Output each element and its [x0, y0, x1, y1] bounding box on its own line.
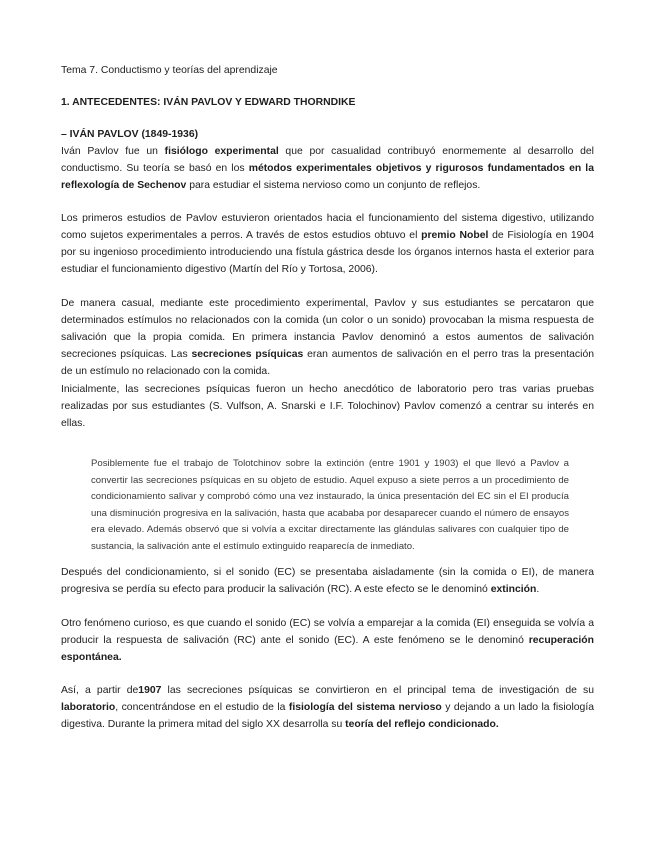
paragraph-digestive-studies: Los primeros estudios de Pavlov estuvieron orientados hacia el funcionamiento del sistema digestivo, utilizando como sujetos experimentales a perros. A través de estos estudios obtuvo el premio Nobel de Fisiología en 1904 por su ingenioso procedimiento introduciendo una fístula gástrica desde los órganos internos hasta el exterior para estudiar el funcionamiento digestivo (Martín del Río y Tortosa, 2006).: [61, 213, 594, 275]
paragraph-extinction: Después del condicionamiento, si el sonido (EC) se presentaba aisladamente (sin la comida o EI), de manera progresiva se perdía su efecto para producir la salivación (RC). A este efecto se le denominó extinción.: [61, 567, 594, 595]
paragraph-conditioned-reflex: Así, a partir de1907 las secreciones psíquicas se convirtieron en el principal tema de investigación de su laboratorio, concentrándose en el estudio de la fisiología del sistema nervioso y dejando a un lado la fisiología digestiva. Durante la primera mitad del siglo XX desarrolla su teoría del reflejo condicionado.: [61, 685, 594, 730]
block-quote: Posiblemente fue el trabajo de Tolotchinov sobre la extinción (entre 1901 y 1903) el que llevó a Pavlov a convertir las secreciones psíquicas en su objeto de estudio. Aquel expuso a siete perros a un procedimiento de condicionamiento salivar y comprobó cómo una vez instaurado, la única presentación del EC sin el EI producía una disminución progresiva en la salivación, hasta que acababa por desaparecer cuando el número de ensayos era elevado. Además observó que si volvía a excitar directamente las glándulas salivares con cualquier tipo de sustancia, la salivación ante el estímulo extinguido reaparecía de inmediato.: [91, 458, 569, 552]
paragraph-pavlov-intro: Iván Pavlov fue un fisiólogo experimental que por casualidad contribuyó enormemente al desarrollo del conductismo. Su teoría se basó en los métodos experimentales objetivos y rigurosos fundamentados en la reflexología de Sechenov para estudiar el sistema nervioso como un conjunto de reflejos.: [61, 146, 594, 191]
paragraph-spontaneous-recovery: Otro fenómeno curioso, es que cuando el sonido (EC) se volvía a emparejar a la comida (EI) enseguida se volvía a producir la respuesta de salivación (RC) ante el sonido (EC). A este fenómeno se le denominó recuperación espontánea.: [61, 618, 594, 663]
section-heading: 1. ANTECEDENTES: IVÁN PAVLOV Y EDWARD THORNDIKE: [61, 97, 356, 108]
document-title: Tema 7. Conductismo y teorías del aprendizaje: [61, 65, 278, 76]
paragraph-psychic-secretions: De manera casual, mediante este procedimiento experimental, Pavlov y sus estudiantes se percataron que determinados estímulos no relacionados con la comida (un color o un sonido) provocaban la misma respuesta de salivación que la propia comida. En primera instancia Pavlov denominó a estos aumentos de salivación secreciones psíquicas. Las secreciones psíquicas eran aumentos de salivación en el perro tras la presentación de un estímulo no relacionado con la comida.: [61, 298, 594, 377]
paragraph-initial-interest: Inicialmente, las secreciones psíquicas fueron un hecho anecdótico de laboratorio pero tras varias pruebas realizadas por sus estudiantes (S. Vulfson, A. Snarski e I.F. Tolochinov) Pavlov comenzó a centrar su interés en ellas.: [61, 384, 594, 429]
subsection-heading: – IVÁN PAVLOV (1849-1936): [61, 129, 199, 140]
